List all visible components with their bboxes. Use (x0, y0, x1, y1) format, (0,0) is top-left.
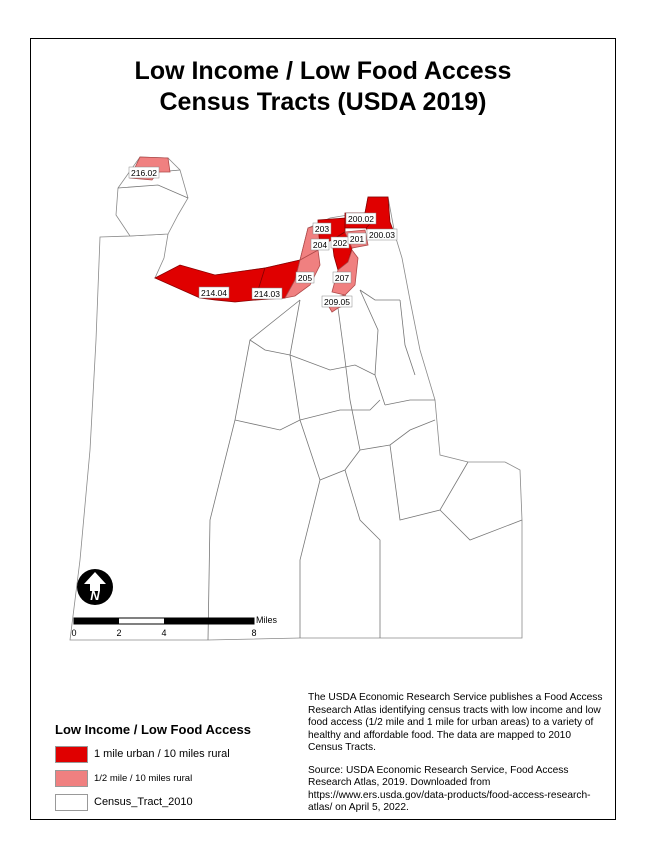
title-line-1: Low Income / Low Food Access (134, 57, 512, 85)
tract-label-200-02 (346, 213, 376, 224)
legend-swatch-half-mile (55, 770, 88, 787)
title-line-2: Census Tracts (USDA 2019) (159, 88, 487, 116)
svg-text:216.02: 216.02 (131, 168, 157, 178)
legend-item-half-mile (55, 767, 305, 789)
svg-text:205: 205 (297, 273, 313, 283)
tract-label-214-03 (252, 288, 282, 299)
svg-text:200.02: 200.02 (348, 214, 374, 224)
tract-label-200-03 (367, 229, 397, 240)
source-note (308, 692, 608, 825)
legend-item-one-mile (55, 743, 305, 765)
legend (55, 722, 305, 815)
svg-text:200.03: 200.03 (369, 230, 395, 240)
tract-label-201 (348, 233, 366, 244)
tract-label-209-05 (322, 296, 352, 307)
svg-text:203: 203 (314, 224, 330, 234)
tract-label-205 (296, 272, 314, 283)
svg-text:204: 204 (312, 240, 328, 250)
svg-text:8: 8 (251, 628, 257, 638)
svg-text:214.04: 214.04 (201, 288, 227, 298)
svg-text:N: N (90, 588, 100, 603)
tract-label-203 (313, 223, 331, 234)
tract-label-202 (331, 237, 349, 248)
svg-text:Miles: Miles (256, 615, 278, 625)
legend-swatch-one-mile (55, 746, 88, 763)
svg-text:202: 202 (332, 238, 348, 248)
legend-swatch-census-tract (55, 794, 88, 811)
note-description: The USDA Economic Research Service publishes a Food Access Research Atlas identifying census tracts with low income and low food access (1/2 mile and 1 mile for urban areas) to a variety of healthy and affordable food. The data are mapped to 2010 Census Tracts. (308, 692, 603, 753)
legend-label-one-mile: 1 mile urban / 10 miles rural (94, 748, 230, 760)
svg-text:207: 207 (334, 273, 350, 283)
tract-label-204 (311, 239, 329, 250)
svg-text:4: 4 (161, 628, 167, 638)
svg-text:214.03: 214.03 (254, 289, 280, 299)
tract-label-214-04 (199, 287, 229, 298)
legend-item-census-tract (55, 791, 305, 813)
tract-label-216-02 (129, 167, 159, 178)
note-source: Source: USDA Economic Research Service, Food Access Research Atlas, 2019. Downloaded from https://www.ers.usda.gov/data-products/food-access-research-atlas/ on April 5, 2022. (308, 764, 591, 813)
svg-text:201: 201 (349, 234, 365, 244)
north-arrow-icon (77, 569, 113, 605)
legend-title: Low Income / Low Food Access (55, 722, 251, 737)
svg-text:0: 0 (71, 628, 77, 638)
tract-label-207 (333, 272, 351, 283)
svg-text:209.05: 209.05 (324, 297, 350, 307)
legend-label-half-mile: 1/2 mile / 10 miles rural (94, 772, 193, 784)
legend-label-census-tract: Census_Tract_2010 (94, 796, 193, 808)
svg-text:2: 2 (116, 628, 122, 638)
